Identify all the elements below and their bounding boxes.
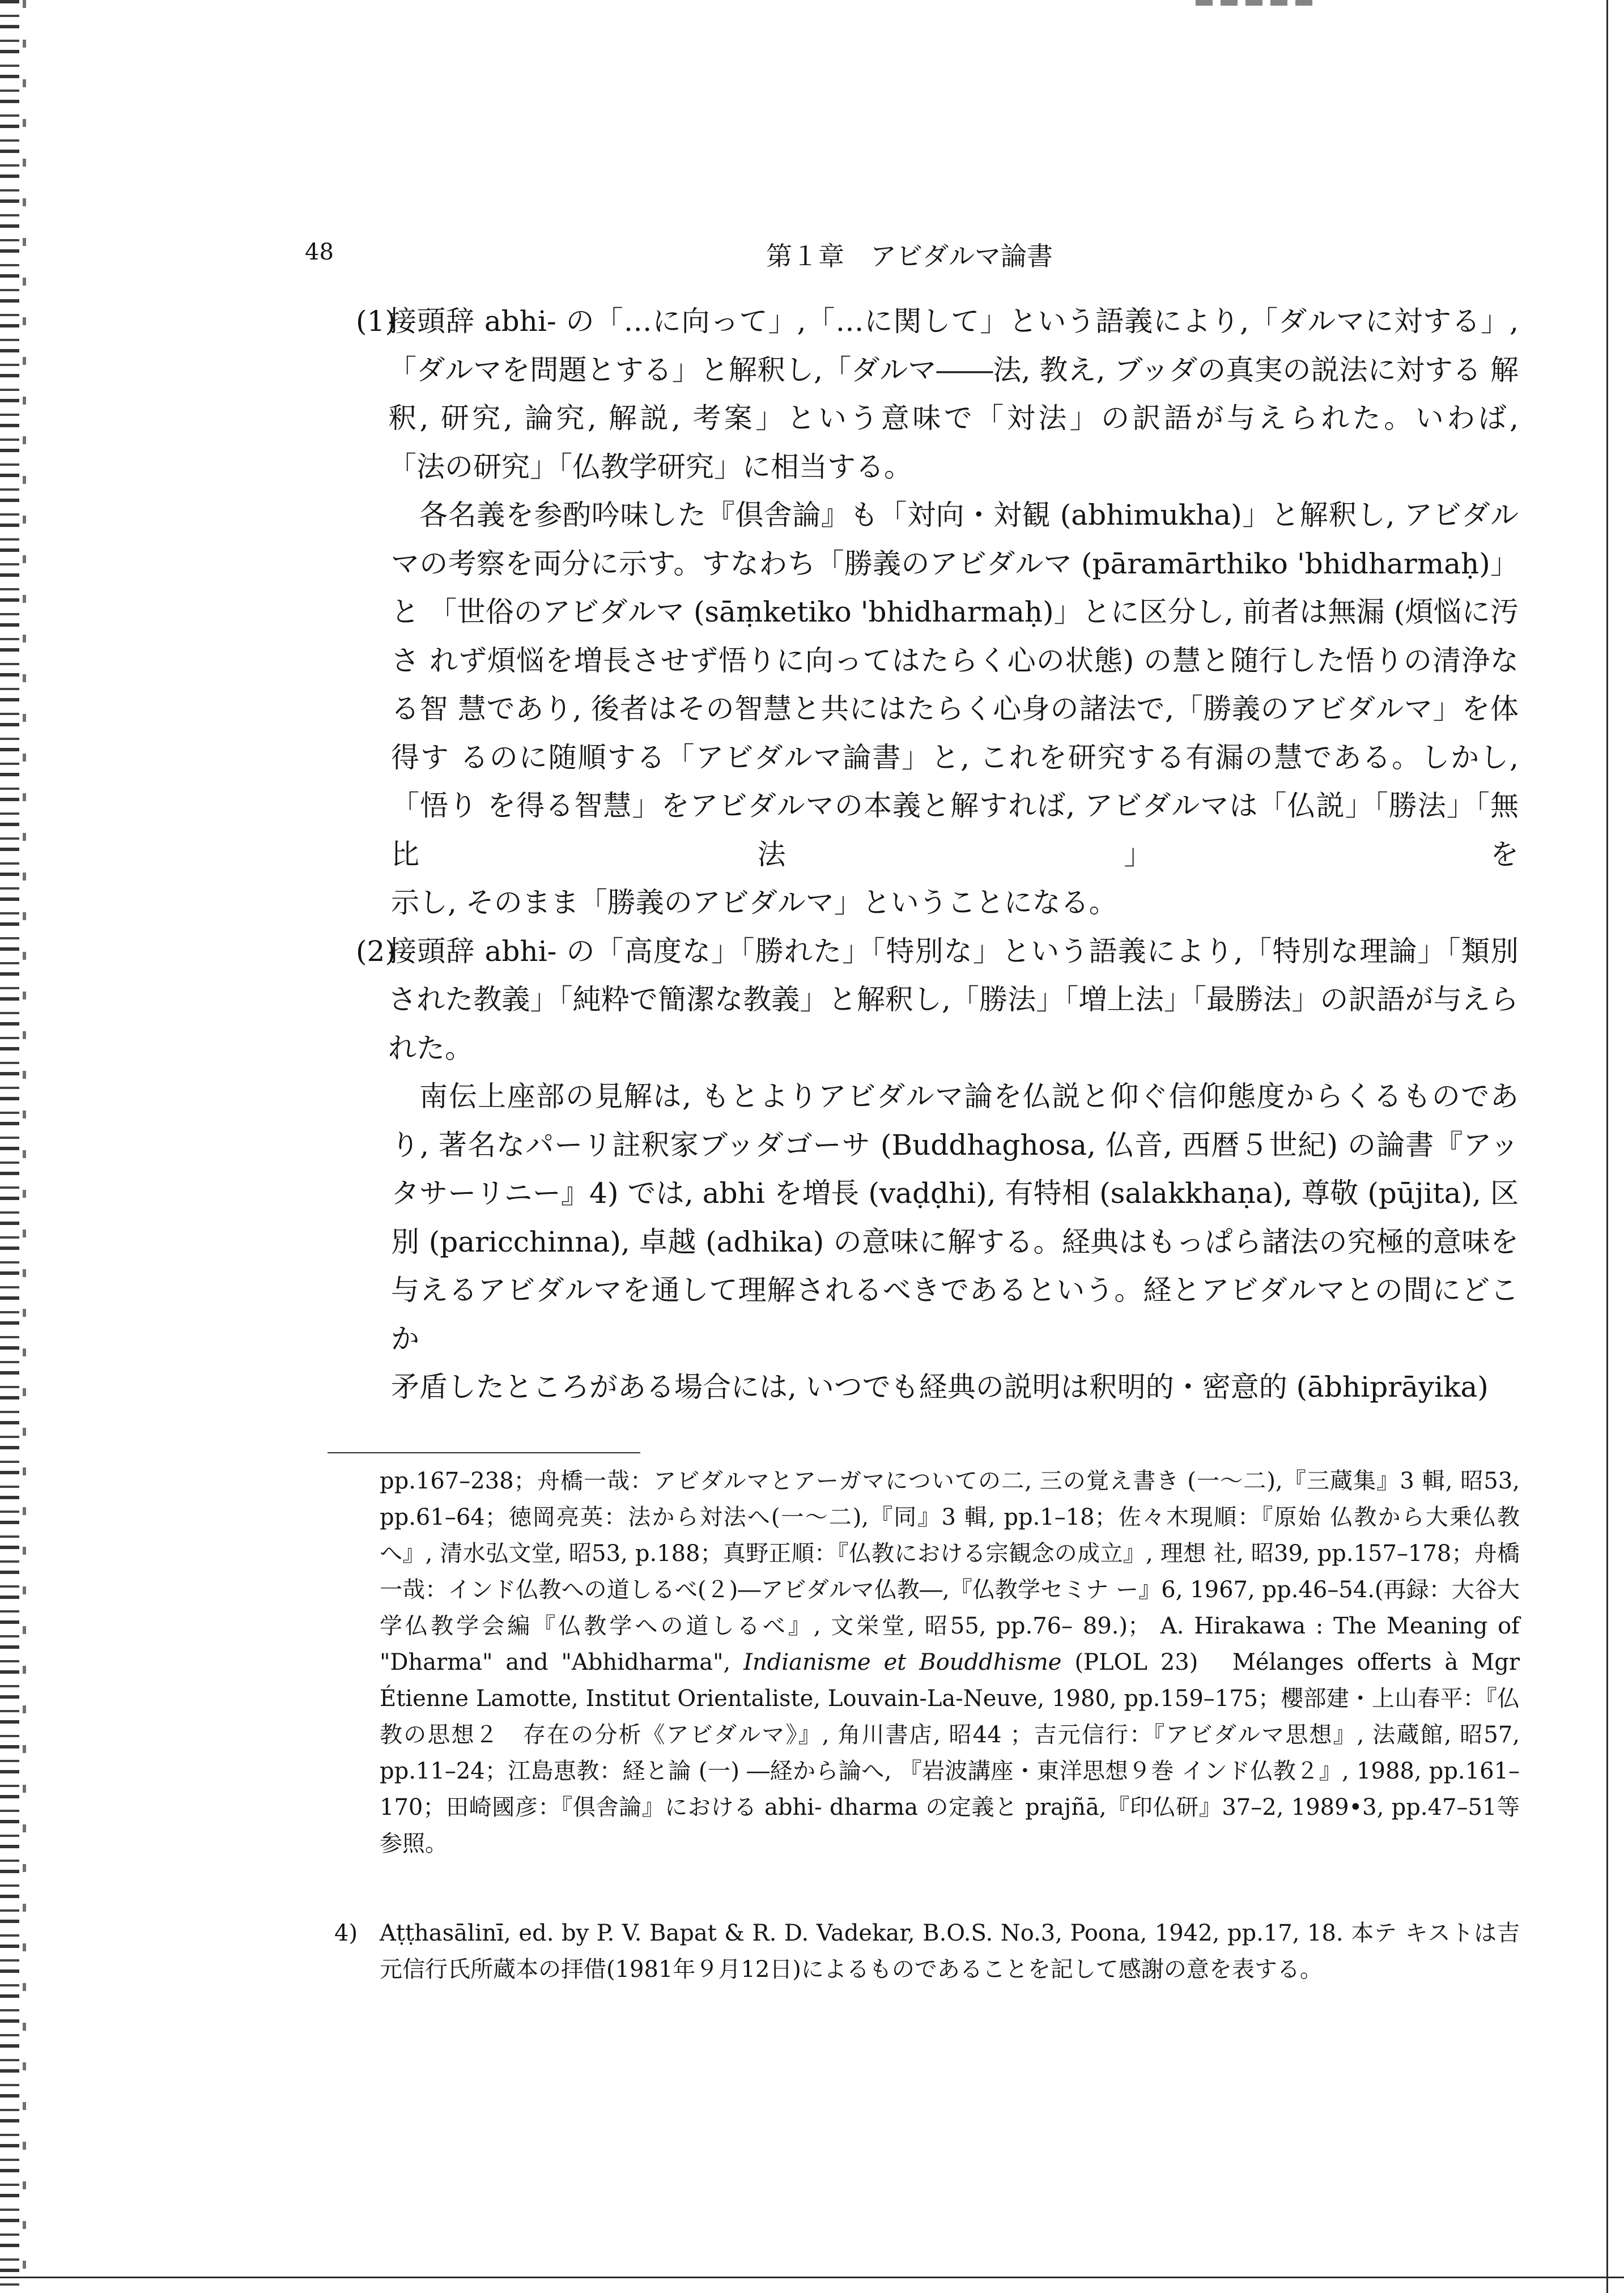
kusharon-line-6: るのに随順する「アビダルマ論書」と, これを研究する有漏の慧である。しかし,「悟り: [391, 741, 1519, 822]
page-number: 48: [305, 239, 334, 265]
footnote-line-2: 輯, 昭53, pp.61–64；徳岡亮英：法から対法へ(一〜二),『同』3 輯, pp.1–18；佐々木現順：『原始: [380, 1468, 1520, 1530]
item-1-line-2: 「ダルマを問題とする」と解釈し,「ダルマ――法, 教え, ブッダの真実の説法に対する: [388, 353, 1482, 386]
footnote-line-6-italic-title: Indianisme et Bouddhisme: [743, 1649, 1062, 1675]
theravada-line-3: タサーリニー』4) では, abhi を増長 (vaḍḍhi), 有特相 (salakkhaṇa), 尊敬 (pūjita), 区: [391, 1177, 1519, 1210]
kusharon-line-8: 示し, そのまま「勝義のアビダルマ」ということになる。: [391, 886, 1117, 919]
scan-binding-edge: [0, 0, 19, 2293]
running-head-chapter-title: 第１章 アビダルマ論書: [766, 241, 1053, 271]
footnote-4: [334, 1915, 1520, 1988]
main-text: [340, 297, 1519, 1412]
theravada-line-6: 矛盾したところがある場合には, いつでも経典の説明は釈明的・密意的 (ābhiprāyika): [391, 1371, 1489, 1403]
item-2: [340, 928, 1519, 1073]
kusharon-line-5: 慧であり, 後者はその智慧と共にはたらく心身の諸法で,「勝義のアビダルマ」を体得す: [391, 692, 1519, 774]
footnote-line-4: 社, 昭39, pp.157–178；舟橋一哉：インド仏教への道しるべ(２)―アビダルマ仏教―,『仏教学セミナ: [380, 1541, 1520, 1603]
theravada-line-1: 南伝上座部の見解は, もとよりアビダルマ論を仏説と仰ぐ信仰態度からくるものであ: [419, 1080, 1519, 1113]
paragraph-kusharon: [340, 491, 1519, 928]
footnote-line-10: 『岩波講座・東洋思想９巻 インド仏教２』, 1988, pp.161–170；田崎國彦：『倶舎論』における abhi-: [380, 1758, 1520, 1820]
item-1-line-4: 「法の研究」「仏教学研究」に相当する。: [388, 450, 912, 483]
footnote-continued: [380, 1463, 1520, 1862]
footnote-rule: [328, 1452, 640, 1453]
footnote-4-line-1: Aṭṭhasālinī, ed. by P. V. Bapat & R. D. Vadekar, B.O.S. No.3, Poona, 1942, pp.17, 18. 本テ: [380, 1920, 1397, 1946]
footnote-line-5: ー』6, 1967, pp.46–54.(再録：大谷大学仏教学会編『仏教学への道しるべ』, 文栄堂, 昭55, pp.76–: [380, 1577, 1520, 1639]
footnote-line-1: pp.167–238；舟橋一哉：アビダルマとアーガマについての二, 三の覚え書き (一〜二),『三蔵集』3: [380, 1468, 1414, 1494]
item-2-line-3: れた。: [388, 1031, 473, 1065]
item-1-line-1: 接頭辞 abhi- の「…に向って」,「…に関して」という語義により,「ダルマに対する」,: [388, 305, 1519, 338]
footnote-continued-text: [380, 1463, 1520, 1862]
footnote-4-line-2: キストは吉元信行氏所蔵本の拝借(1981年９月12日)によるものであることを記して感謝の意を表する。: [380, 1920, 1520, 1983]
scan-binding-edge-inner: [23, 0, 26, 2293]
item-2-number: (2): [356, 934, 396, 968]
item-1: [340, 297, 1519, 491]
footnote-line-3: 仏教から大乗仏教へ』, 清水弘文堂, 昭53, p.188；真野正順：『仏教における宗観念の成立』, 理想: [380, 1504, 1520, 1567]
footnote-line-7: (PLOL 23) Mélanges offerts à Mgr Étienne Lamotte, Institut Orientaliste, Louvain-La-Neuve,: [380, 1649, 1520, 1712]
footnote-4-text: [380, 1915, 1520, 1988]
kusharon-line-1: 各名義を参酌吟味した『倶舎論』も「対向・対観 (abhimukha)」と解釈し, アビダル: [419, 499, 1519, 531]
paragraph-theravada: [340, 1073, 1519, 1412]
theravada-line-5: 与えるアビダルマを通して理解されるべきであるという。経とアビダルマとの間にどこか: [391, 1274, 1519, 1355]
scan-top-smudge: [1196, 0, 1320, 6]
scan-bottom-edge: [0, 2277, 1624, 2278]
item-1-line-3: 解釈, 研究, 論究, 解説, 考案」という意味で「対法」の訳語が与えられた。いわば,: [388, 353, 1519, 435]
item-1-number: (1): [356, 305, 396, 338]
kusharon-line-2: マの考察を両分に示す。すなわち「勝義のアビダルマ (pāramārthiko 'bhidharmaḥ)」と: [391, 547, 1519, 628]
footnote-line-11: dharma の定義と prajñā,『印仏研』37–2, 1989•3, pp.47–51等参照。: [380, 1794, 1520, 1857]
footnote-line-9: ；吉元信行：『アビダルマ思想』, 法蔵館, 昭57, pp.11–24；江島恵教：経と論 (一) ―経から論へ,: [380, 1722, 1520, 1784]
kusharon-line-4: れず煩悩を増長させず悟りに向ってはたらく心の状態) の慧と随行した悟りの清浄なる智: [391, 644, 1519, 725]
theravada-line-4: 別 (paricchinna), 卓越 (adhika) の意味に解する。経典はもっぱら諸法の究極的意味を: [391, 1225, 1519, 1258]
scan-right-edge: [1606, 0, 1608, 2293]
footnote-line-6a: 89.)； A. Hirakawa : The Meaning of "Dharma" and "Abhidharma",: [380, 1613, 1520, 1675]
theravada-line-2: り, 著名なパーリ註釈家ブッダゴーサ (Buddhaghosa, 仏音, 西暦５世紀) の論書『アッ: [391, 1128, 1519, 1162]
kusharon-line-7: を得る智慧」をアビダルマの本義と解すれば, アビダルマは「仏説」「勝法」「無比法」を: [391, 789, 1519, 871]
item-2-line-1: 接頭辞 abhi- の「高度な」「勝れた」「特別な」という語義により,「特別な理論」「類別: [388, 934, 1519, 968]
kusharon-line-3: 「世俗のアビダルマ (sāṃketiko 'bhidharmaḥ)」とに区分し, 前者は無漏 (煩悩に汚さ: [391, 595, 1519, 677]
footnote-line-8: 1980, pp.159–175；櫻部建・上山春平：『仏教の思想２ 存在の分析《アビダルマ》』, 角川書店, 昭44: [380, 1686, 1520, 1748]
item-2-line-2: された教義」「純粋で簡潔な教義」と解釈し,「勝法」「増上法」「最勝法」の訳語が与えら: [388, 983, 1519, 1016]
footnote-4-label: 4): [334, 1920, 358, 1946]
